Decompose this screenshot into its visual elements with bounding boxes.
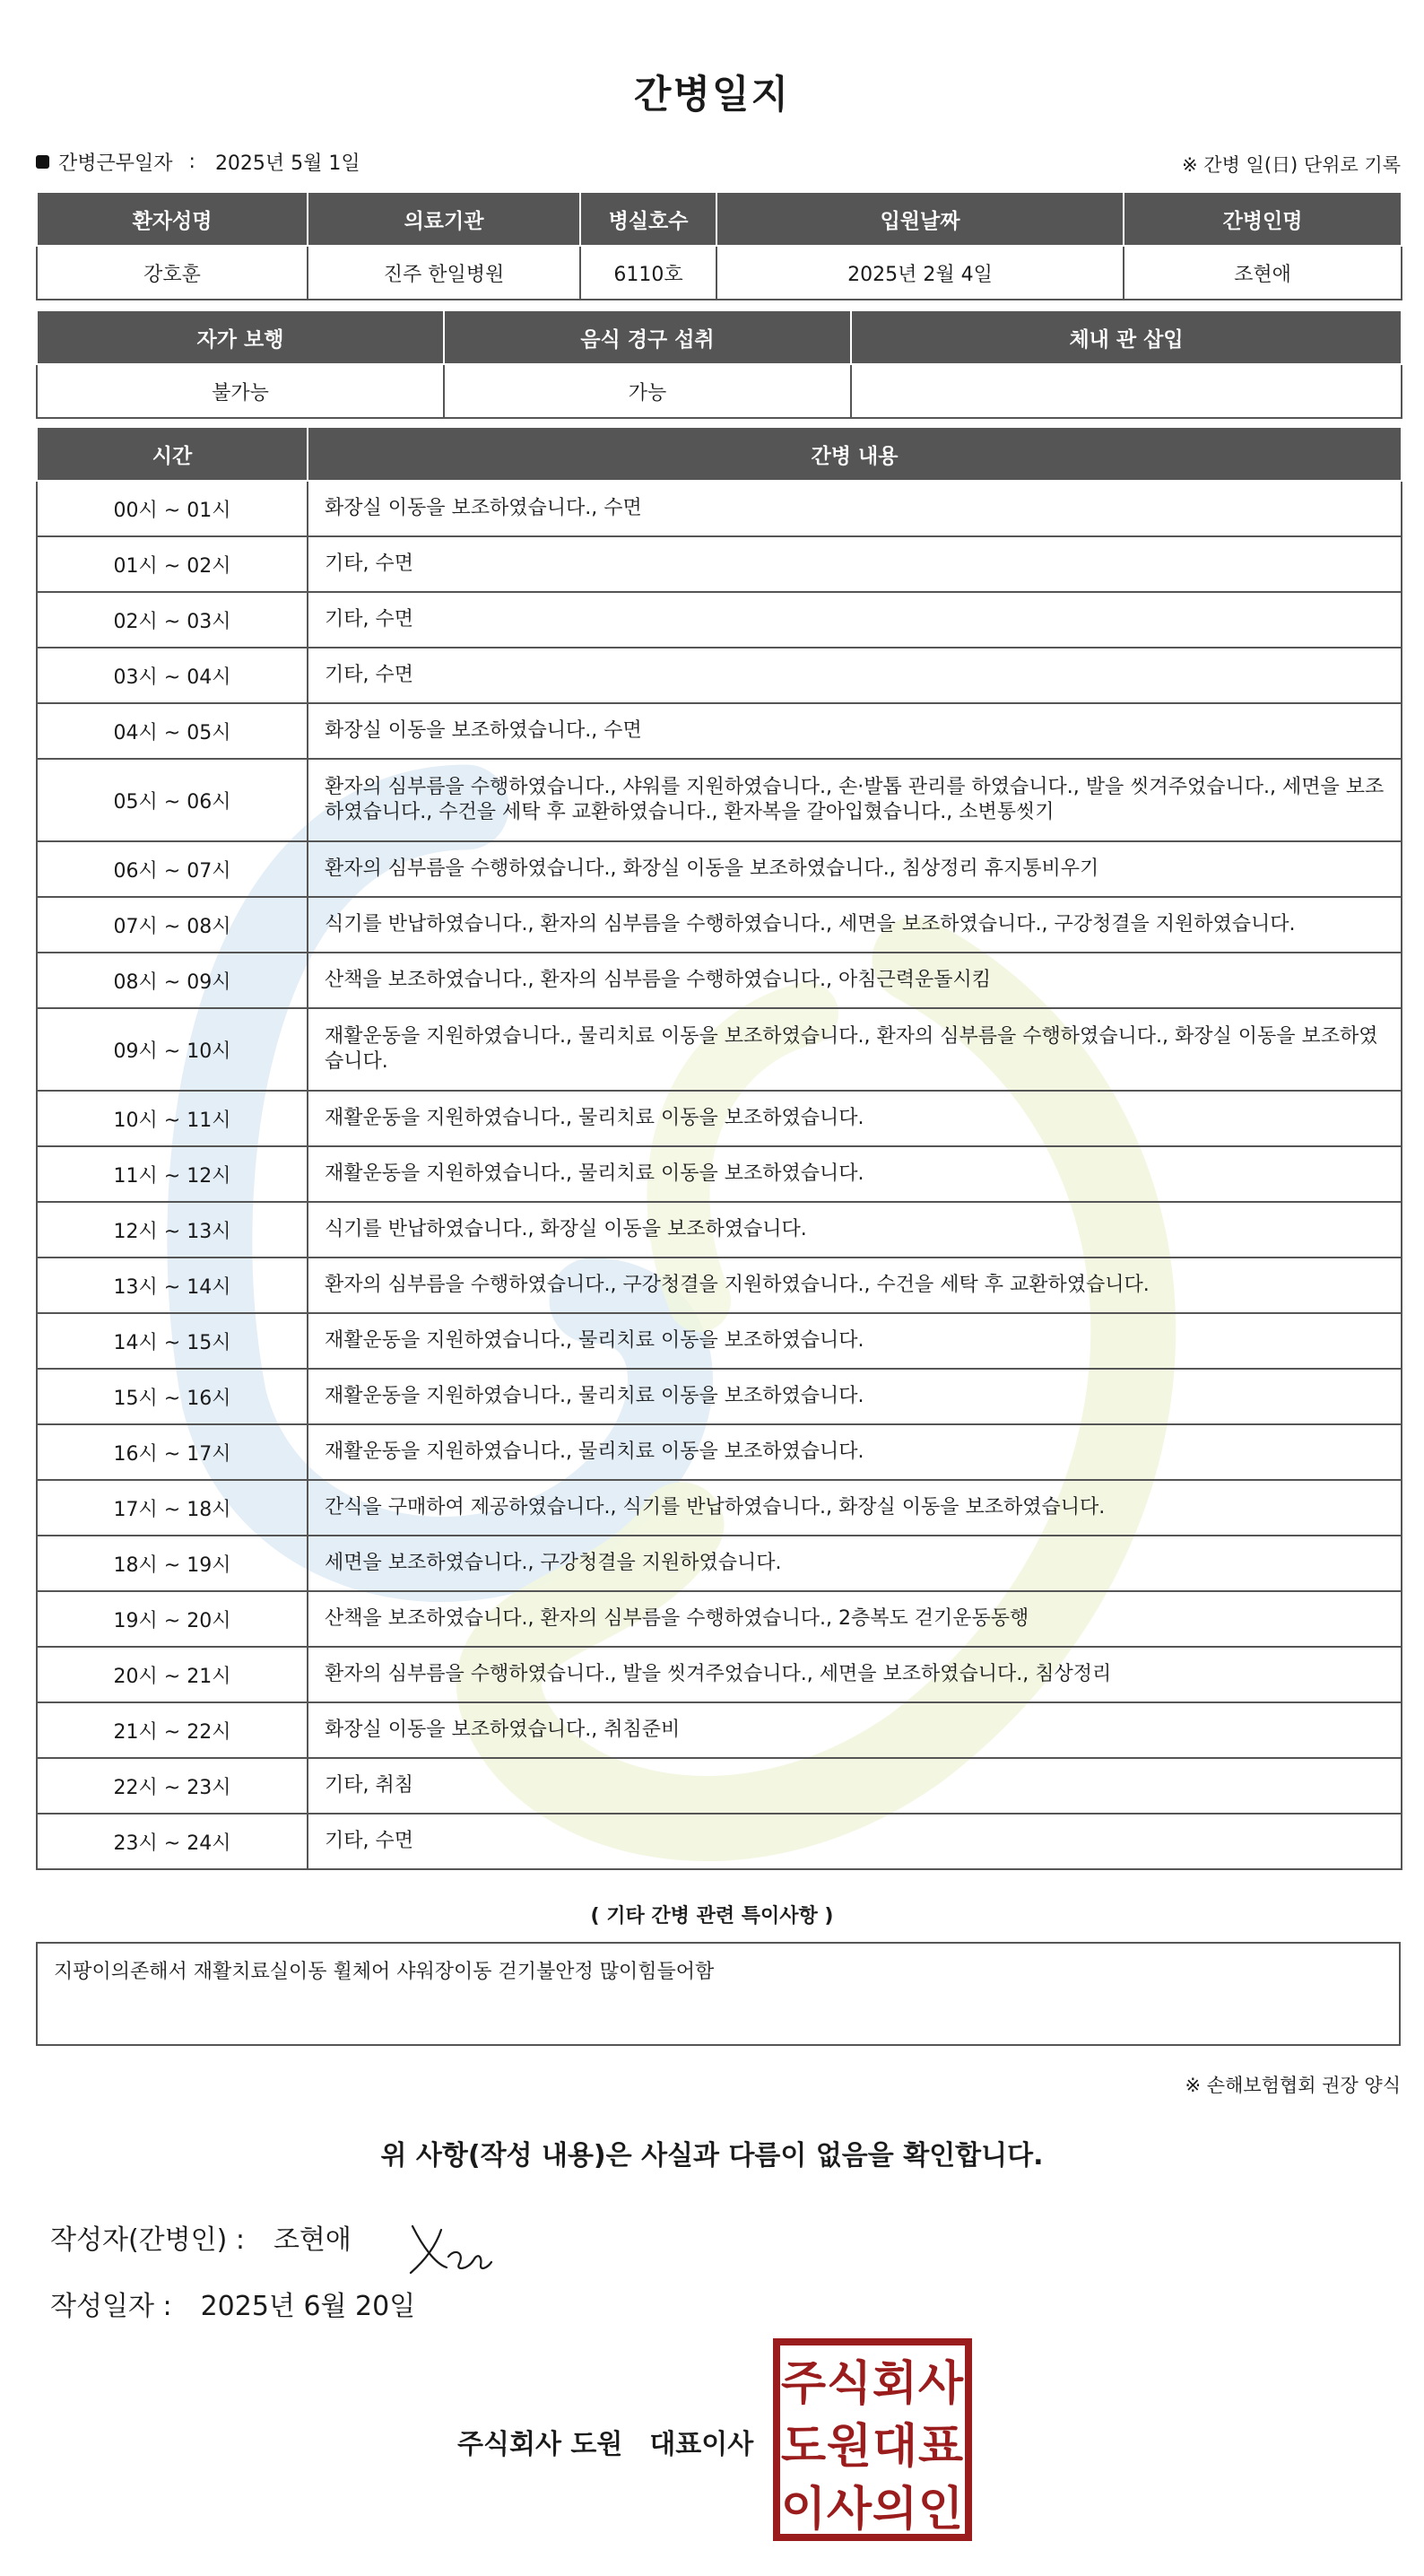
time-slot: 11시 ~ 12시: [37, 1146, 308, 1202]
written-date-value: 2025년 6월 20일: [200, 2291, 416, 2322]
time-slot: 14시 ~ 15시: [37, 1313, 308, 1369]
time-slot: 02시 ~ 03시: [37, 592, 308, 648]
time-slot: 08시 ~ 09시: [37, 953, 308, 1008]
seal-character: 의: [872, 2483, 918, 2537]
time-slot: 10시 ~ 11시: [37, 1091, 308, 1146]
header-oral-intake: 음식 경구 섭취: [444, 310, 851, 364]
care-activity: 산책을 보조하였습니다., 환자의 심부름을 수행하였습니다., 아침근력운돌시킴: [308, 953, 1402, 1008]
company-line: [457, 2422, 753, 2461]
time-slot: 03시 ~ 04시: [37, 648, 308, 703]
table-row: [37, 1202, 1402, 1258]
time-slot: 07시 ~ 08시: [37, 897, 308, 953]
care-activity: 기타, 취침: [308, 1758, 1402, 1814]
table-row: [37, 1480, 1402, 1536]
time-slot: 00시 ~ 01시: [37, 481, 308, 536]
patient-status-table: [36, 309, 1402, 419]
seal-character: 이: [780, 2483, 827, 2537]
table-row: [37, 953, 1402, 1008]
table-row: [37, 648, 1402, 703]
table-row: [37, 1258, 1402, 1313]
company-role: 대표이사: [649, 2429, 754, 2460]
care-activity: 환자의 심부름을 수행하였습니다., 화장실 이동을 보조하였습니다., 침상정리 휴지통비우기: [308, 841, 1402, 897]
care-activity: 기타, 수면: [308, 648, 1402, 703]
hospital-name: 진주 한일병원: [308, 246, 580, 300]
care-activity: 기타, 수면: [308, 536, 1402, 592]
time-slot: 19시 ~ 20시: [37, 1591, 308, 1647]
table-row: [37, 1758, 1402, 1814]
room-number: 6110호: [580, 246, 716, 300]
time-slot: 05시 ~ 06시: [37, 759, 308, 841]
care-activity: 재활운동을 지원하였습니다., 물리치료 이동을 보조하였습니다.: [308, 1091, 1402, 1146]
writer-row: [50, 2217, 352, 2257]
seal-character: 원: [826, 2420, 873, 2474]
care-activity: 간식을 구매하여 제공하였습니다., 식기를 반납하였습니다., 화장실 이동을 보조하였습니다.: [308, 1480, 1402, 1536]
company-name: 주식회사 도원: [457, 2429, 623, 2460]
header-patient-name: 환자성명: [37, 192, 308, 246]
patient-name: 강호훈: [37, 246, 308, 300]
care-activity: 세면을 보조하였습니다., 구강청결을 지원하였습니다.: [308, 1536, 1402, 1591]
unit-note: ※ 간병 일(日) 단위로 기록: [1182, 154, 1401, 176]
table-row: [37, 897, 1402, 953]
time-slot: 13시 ~ 14시: [37, 1258, 308, 1313]
care-activity: 화장실 이동을 보조하였습니다., 수면: [308, 481, 1402, 536]
company-seal: [773, 2338, 972, 2541]
self-walking-value: 불가능: [37, 364, 444, 418]
time-slot: 16시 ~ 17시: [37, 1424, 308, 1480]
table-row: [37, 1313, 1402, 1369]
written-date-row: [50, 2284, 415, 2323]
special-notes-title: ( 기타 간병 관련 특이사항 ): [590, 1905, 834, 1928]
time-slot: 15시 ~ 16시: [37, 1369, 308, 1424]
care-activity: 재활운동을 지원하였습니다., 물리치료 이동을 보조하였습니다.: [308, 1424, 1402, 1480]
time-slot: 22시 ~ 23시: [37, 1758, 308, 1814]
time-slot: 18시 ~ 19시: [37, 1536, 308, 1591]
care-activity: 재활운동을 지원하였습니다., 물리치료 이동을 보조하였습니다.: [308, 1313, 1402, 1369]
header-room: 병실호수: [580, 192, 716, 246]
caregiver-name: 조현애: [1124, 246, 1402, 300]
header-care-content: 간병 내용: [308, 427, 1402, 481]
admission-date: 2025년 2월 4일: [716, 246, 1124, 300]
care-log-body: [37, 481, 1402, 1869]
written-date-label: 작성일자 :: [50, 2291, 172, 2322]
table-row: [37, 1647, 1402, 1702]
table-row: [37, 1091, 1402, 1146]
square-bullet-icon: [36, 155, 49, 169]
time-slot: 12시 ~ 13시: [37, 1202, 308, 1258]
care-activity: 재활운동을 지원하였습니다., 물리치료 이동을 보조하였습니다., 환자의 심부름을 수행하였습니다., 화장실 이동을 보조하였습니다.: [308, 1008, 1402, 1091]
care-activity: 화장실 이동을 보조하였습니다., 수면: [308, 703, 1402, 759]
care-activity: 산책을 보조하였습니다., 환자의 심부름을 수행하였습니다., 2층복도 걷기운동동행: [308, 1591, 1402, 1647]
seal-character: 표: [917, 2420, 964, 2474]
time-slot: 17시 ~ 18시: [37, 1480, 308, 1536]
header-self-walking: 자가 보행: [37, 310, 444, 364]
care-activity: 기타, 수면: [308, 592, 1402, 648]
oral-intake-value: 가능: [444, 364, 851, 418]
care-activity: 식기를 반납하였습니다., 환자의 심부름을 수행하였습니다., 세면을 보조하였습니다., 구강청결을 지원하였습니다.: [308, 897, 1402, 953]
care-activity: 화장실 이동을 보조하였습니다., 취침준비: [308, 1702, 1402, 1758]
table-row: [37, 1008, 1402, 1091]
seal-character: 회: [872, 2357, 918, 2411]
special-notes-text: 지팡이의존해서 재활치료실이동 휠체어 샤워장이동 걷기불안정 많이힘들어함: [54, 1961, 715, 1983]
table-row: [37, 841, 1402, 897]
writer-name: 조현애: [273, 2224, 352, 2256]
time-slot: 06시 ~ 07시: [37, 841, 308, 897]
time-slot: 01시 ~ 02시: [37, 536, 308, 592]
table-row: [37, 1702, 1402, 1758]
confirmation-statement: 위 사항(작성 내용)은 사실과 다름이 없음을 확인합니다.: [380, 2140, 1044, 2171]
seal-character: 식: [826, 2357, 873, 2411]
table-row: [37, 1536, 1402, 1591]
table-row: [37, 1814, 1402, 1869]
care-activity: 환자의 심부름을 수행하였습니다., 샤워를 지원하였습니다., 손·발톱 관리를 하였습니다., 발을 씻겨주었습니다., 세면을 보조하였습니다., 수건을 세탁 후 교환하였습니다., 환자복을 갈아입혔습니다., 소변통씻기: [308, 759, 1402, 841]
header-admission-date: 입원날짜: [716, 192, 1124, 246]
patient-info-table: [36, 191, 1402, 300]
table-row: [37, 592, 1402, 648]
signature: [405, 2221, 495, 2278]
work-date-value: 2025년 5월 1일: [214, 152, 360, 175]
time-slot: 04시 ~ 05시: [37, 703, 308, 759]
header-caregiver-name: 간병인명: [1124, 192, 1402, 246]
care-activity: 환자의 심부름을 수행하였습니다., 구강청결을 지원하였습니다., 수건을 세탁 후 교환하였습니다.: [308, 1258, 1402, 1313]
table-row: [37, 536, 1402, 592]
time-slot: 20시 ~ 21시: [37, 1647, 308, 1702]
work-date-label: 간병근무일자: [58, 152, 173, 175]
seal-character: 사: [826, 2483, 873, 2537]
table-row: [37, 481, 1402, 536]
care-activity: 기타, 수면: [308, 1814, 1402, 1869]
care-log-table: [36, 426, 1402, 1870]
care-activity: 재활운동을 지원하였습니다., 물리치료 이동을 보조하였습니다.: [308, 1369, 1402, 1424]
tube-insertion-value: [851, 364, 1402, 418]
table-row: [37, 1591, 1402, 1647]
table-row: [37, 759, 1402, 841]
seal-character: 사: [917, 2357, 964, 2411]
header-time: 시간: [37, 427, 308, 481]
table-row: [37, 1369, 1402, 1424]
table-row: [37, 703, 1402, 759]
header-tube-insertion: 체내 관 삽입: [851, 310, 1402, 364]
seal-character: 도: [780, 2420, 827, 2474]
work-date-separator: :: [188, 151, 195, 173]
time-slot: 23시 ~ 24시: [37, 1814, 308, 1869]
care-activity: 식기를 반납하였습니다., 화장실 이동을 보조하였습니다.: [308, 1202, 1402, 1258]
work-date: [36, 148, 360, 176]
table-row: [37, 1424, 1402, 1480]
seal-character: 인: [917, 2483, 964, 2537]
time-slot: 09시 ~ 10시: [37, 1008, 308, 1091]
header-hospital: 의료기관: [308, 192, 580, 246]
care-activity: 환자의 심부름을 수행하였습니다., 발을 씻겨주었습니다., 세면을 보조하였습니다., 침상정리: [308, 1647, 1402, 1702]
insurance-note: ※ 손해보험협회 권장 양식: [1185, 2075, 1401, 2096]
seal-character: 주: [780, 2357, 827, 2411]
table-row: [37, 1146, 1402, 1202]
special-notes-box: [36, 1942, 1401, 2046]
writer-label: 작성자(간병인) :: [50, 2224, 245, 2256]
care-activity: 재활운동을 지원하였습니다., 물리치료 이동을 보조하였습니다.: [308, 1146, 1402, 1202]
seal-character: 대: [872, 2420, 918, 2474]
page-title: 간병일지: [633, 73, 791, 117]
time-slot: 21시 ~ 22시: [37, 1702, 308, 1758]
